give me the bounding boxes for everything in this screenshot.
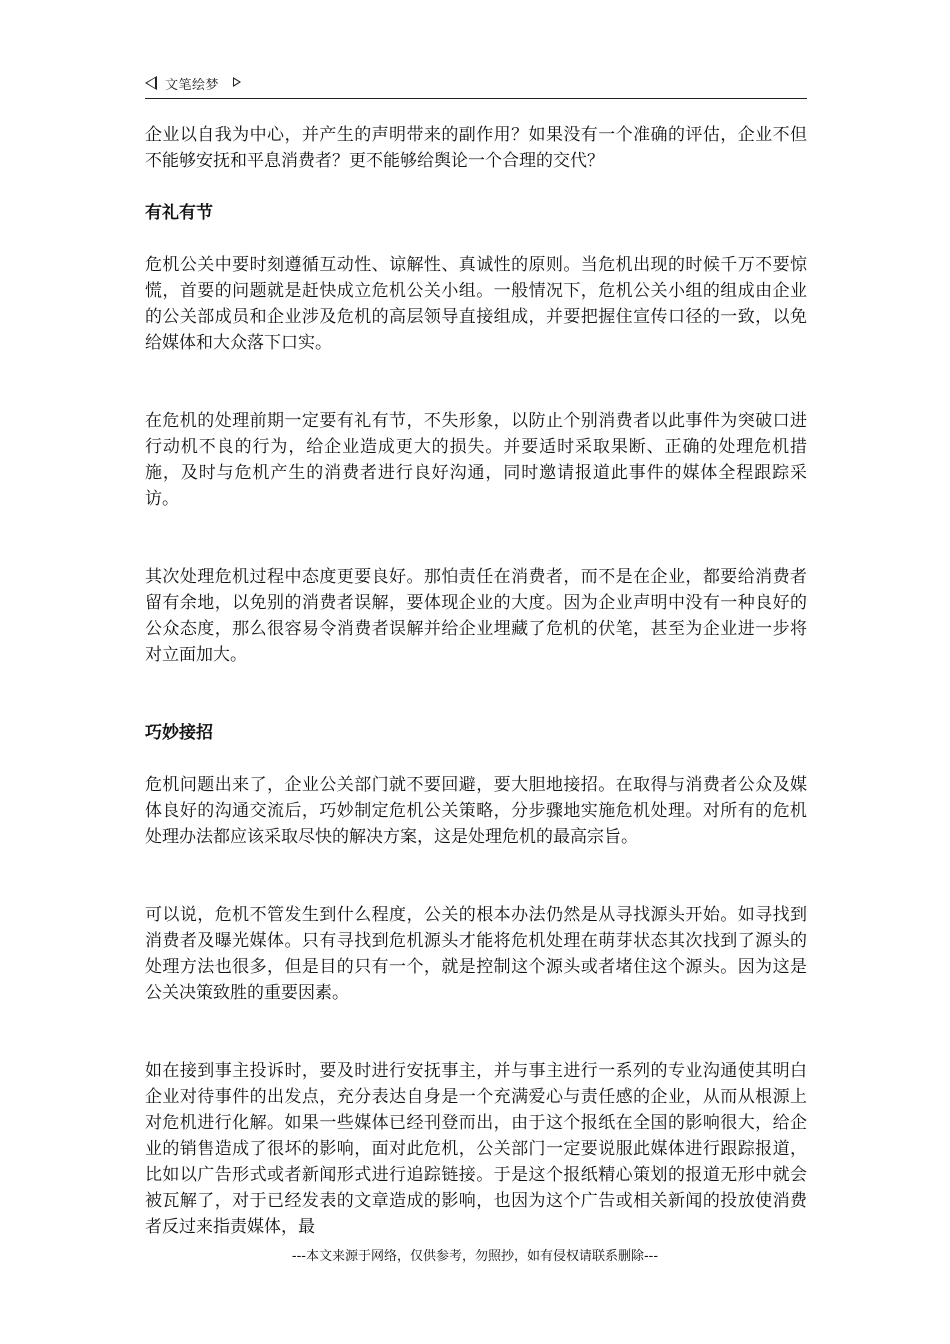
footer-disclaimer: ---本文来源于网络，仅供参考，勿照抄，如有侵权请联系删除--- xyxy=(291,1249,659,1264)
paragraph-intro: 企业以自我为中心，并产生的声明带来的副作用？如果没有一个准确的评估，企业不但不能够安抚和平息消费者？更不能够给舆论一个合理的交代？ xyxy=(145,125,807,171)
paragraph-complaint-handling: 如在接到事主投诉时，要及时进行安抚事主，并与事主进行一系列的专业沟通使其明白企业对待事件的出发点，充分表达自身是一个充满爱心与责任感的企业，从而从根源上对危机进行化解。如果一些媒体已经刊登而出，由于这个报纸在全国的影响很大，给企业的销售造成了很坏的影响，面对此危机，公关部门一定要说服此媒体进行跟踪报道，比如以广告形式或者新闻形式进行追踪链接。于是这个报纸精心策划的报道无形中就会被瓦解了，对于已经发表的文章造成的影响，也因为这个广告或相关新闻的投放使消费者反过来指责媒体，最 xyxy=(145,1061,807,1237)
page-header xyxy=(145,72,807,99)
paragraph-principles: 危机公关中要时刻遵循互动性、谅解性、真诚性的原则。当危机出现的时候千万不要惊慌，首要的问题就是赶快成立危机公关小组。一般情况下，危机公关小组的组成由企业的公关部成员和企业涉及危机的高层领导直接组成，并要把握住宣传口径的一致，以免给媒体和大众落下口实。 xyxy=(145,255,807,353)
section-heading-response: 巧妙接招 xyxy=(145,723,213,743)
triangle-left-icon xyxy=(145,76,157,90)
paragraph-attitude: 其次处理危机过程中态度更要良好。那怕责任在消费者，而不是在企业，都要给消费者留有余地，以免别的消费者误解，要体现企业的大度。因为企业声明中没有一种良好的公众态度，那么很容易令消费者误解并给企业埋藏了危机的伏笔，甚至为企业进一步将对立面加大。 xyxy=(145,567,807,665)
paragraph-find-source: 可以说，危机不管发生到什么程度，公关的根本办法仍然是从寻找源头开始。如寻找到消费者及曝光媒体。只有寻找到危机源头才能将危机处理在萌芽状态其次找到了源头的处理方法也很多，但是目的只有一个，就是控制这个源头或者堵住这个源头。因为这是公关决策致胜的重要因素。 xyxy=(145,905,807,1003)
paragraph-early-handling: 在危机的处理前期一定要有礼有节，不失形象，以防止个别消费者以此事件为突破口进行动机不良的行为，给企业造成更大的损失。并要适时采取果断、正确的处理危机措施，及时与危机产生的消费者进行良好沟通，同时邀请报道此事件的媒体全程跟踪采访。 xyxy=(145,411,807,509)
triangle-right-icon xyxy=(233,77,241,87)
document-body xyxy=(145,122,807,1240)
header-title: 文笔绘梦 xyxy=(165,78,220,93)
paragraph-face-crisis: 危机问题出来了，企业公关部门就不要回避，要大胆地接招。在取得与消费者公众及媒体良好的沟通交流后，巧妙制定危机公关策略，分步骤地实施危机处理。对所有的危机处理办法都应该采取尽快的解决方案，这是处理危机的最高宗旨。 xyxy=(145,775,807,847)
section-heading-courtesy: 有礼有节 xyxy=(145,203,213,223)
